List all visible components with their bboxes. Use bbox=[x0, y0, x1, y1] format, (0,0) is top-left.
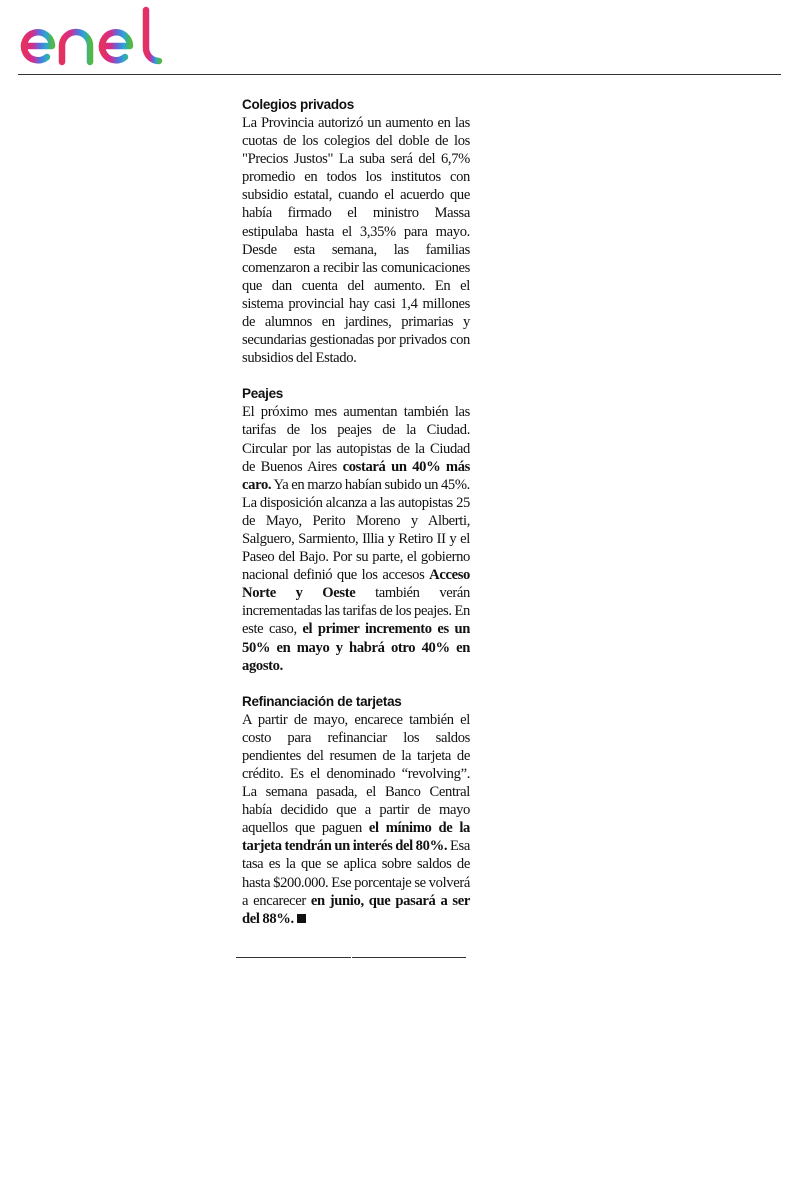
emphasis-text: costará un 40% más caro. bbox=[242, 458, 470, 493]
header-rule bbox=[18, 74, 781, 75]
section-body bbox=[242, 711, 470, 928]
emphasis-text: en junio, que pasará a ser del 88%. bbox=[242, 892, 470, 927]
section-heading: Refinanciación de tarjetas bbox=[242, 693, 402, 709]
section-heading: Peajes bbox=[242, 386, 283, 402]
footer-rule bbox=[352, 957, 466, 958]
section-body bbox=[242, 403, 470, 674]
emphasis-text: Acceso Norte y Oeste bbox=[242, 567, 470, 602]
emphasis-text: el primer incremento es un 50% en mayo y habrá otro 40% en agosto. bbox=[242, 621, 470, 674]
section-body bbox=[242, 114, 470, 367]
section-heading: Colegios privados bbox=[242, 97, 354, 112]
footer-rule bbox=[236, 957, 351, 958]
article bbox=[242, 96, 470, 946]
body-text: también verán incrementadas las tarifas de los peajes. En este caso, bbox=[242, 585, 470, 638]
enel-logo bbox=[18, 6, 180, 66]
end-of-article-mark bbox=[297, 914, 306, 923]
body-text: Ya en marzo habían subido un 45%. La disposición alcanza a las autopistas 25 de Mayo, Perito Moreno y Alberti, Salguero, Sarmiento, Illia y Retiro II y el Paseo del Bajo. Por su parte, el gobierno nacional definió que los accesos bbox=[242, 476, 470, 584]
body-text: La Provincia autorizó un aumento en las cuotas de los colegios del doble de los "Precios Justos" La suba será del 6,7% promedio en todos los institutos con subsidio estatal, cuando el acuerdo que había firmado el ministro Massa estipulaba hasta el 3,35% para mayo. Desde esta semana, las familias comenzaron a recibir las comunicaciones que dan cuenta del aumento. En el sistema provincial hay casi 1,4 millones de alumnos en jardines, primarias y secundarias gestionadas por privados con subsidios del Estado. bbox=[242, 115, 470, 367]
section-peajes bbox=[242, 385, 470, 674]
body-text: Esa tasa es la que se aplica sobre saldos de hasta $200.000. Ese porcentaje se volverá a encarecer bbox=[242, 838, 470, 909]
section-colegios bbox=[242, 96, 470, 367]
body-text: A partir de mayo, encarece también el costo para refinanciar los saldos pendientes del resumen de la tarjeta de crédito. Es el denominado “revolving”. La semana pasada, el Banco Central había decidido que a partir de mayo aquellos que paguen bbox=[242, 711, 470, 837]
section-refinanciacion bbox=[242, 693, 470, 928]
emphasis-text: el mínimo de la tarjeta tendrán un interés del 80%. bbox=[242, 820, 470, 855]
body-text: El próximo mes aumentan también las tarifas de los peajes de la Ciudad. Circular por las autopistas de la Ciudad de Buenos Aires bbox=[242, 404, 470, 475]
